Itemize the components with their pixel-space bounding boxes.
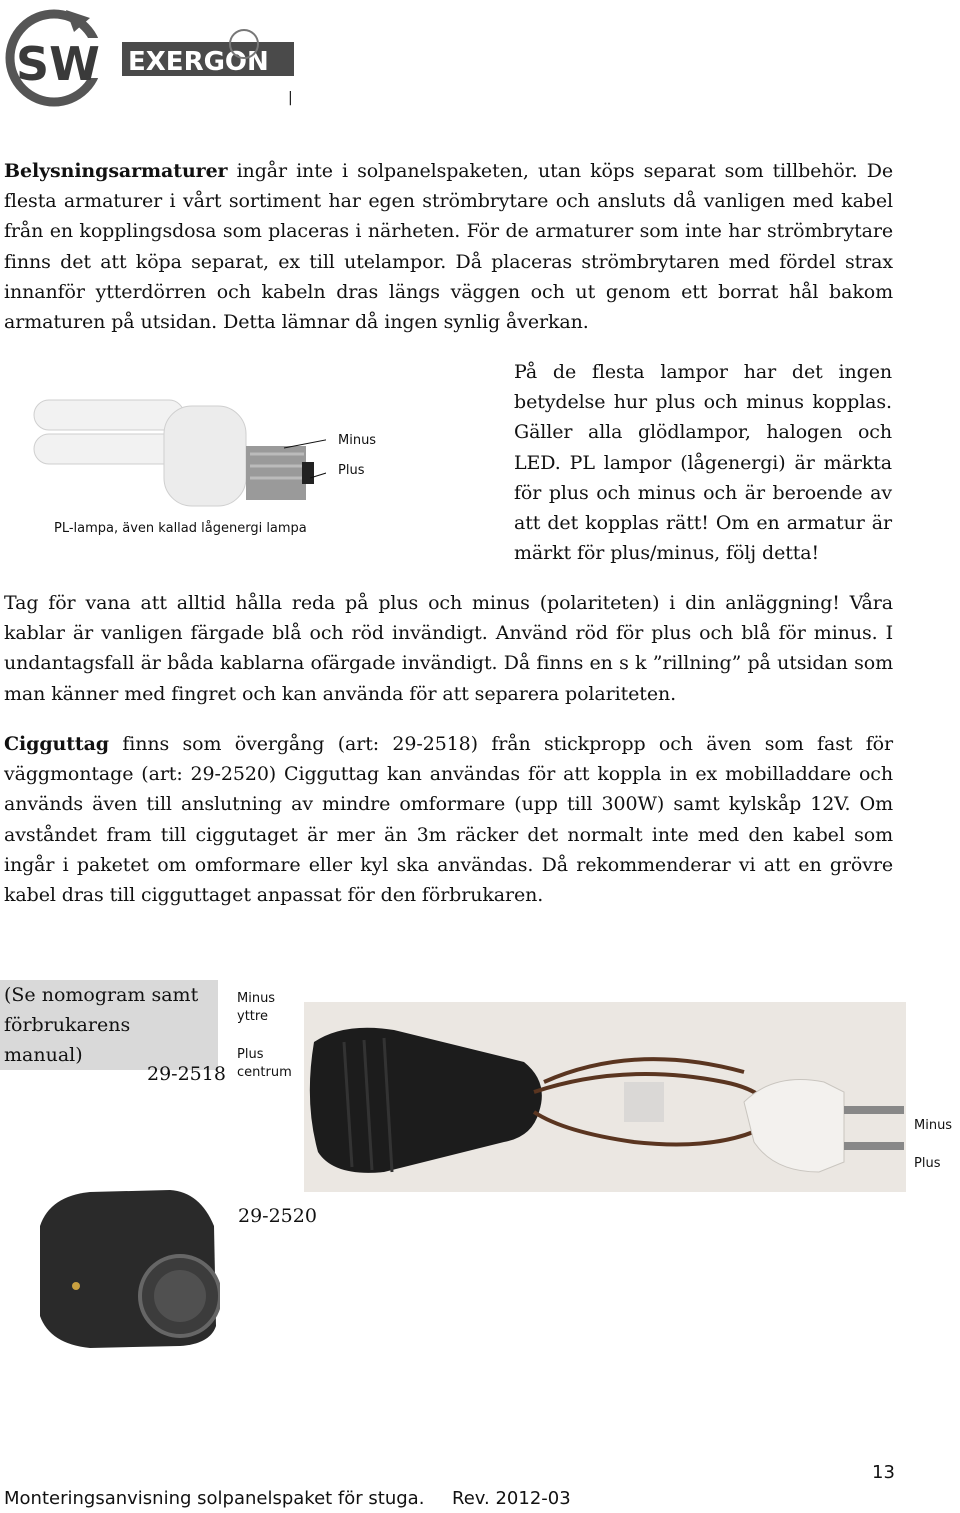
paragraph-polarity-lamps: På de flesta lampor har det ingen betydelse hur plus och minus kopplas. Gäller alla glödlampor, halogen och LED. PL lampor (lågenergi) är märkta för plus och minus och är beroende av att det kopplas rätt! Om en armatur är märkt för plus/minus, följ detta! xyxy=(514,361,892,565)
logo-sw-text: SW xyxy=(16,37,100,91)
lamp-minus-label: Minus xyxy=(338,433,377,448)
paragraph-cigguttag xyxy=(4,729,893,910)
footer-title: Monteringsanvisning solpanelspaket för stuga. xyxy=(4,1488,425,1509)
note-line-2: förbrukarens manual) xyxy=(4,1014,131,1066)
socket-art-number: 29-2520 xyxy=(238,1205,317,1227)
adapter-center-text: centrum xyxy=(237,1065,292,1080)
wall-socket-image xyxy=(30,1186,220,1350)
company-logo xyxy=(4,4,294,108)
adapter-minus-outer-label xyxy=(237,990,275,1026)
paragraph-cigguttag-text: finns som övergång (art: 29-2518) från stickpropp och även som fast för väggmontage (art: 29-2520) Cigguttag kan användas för att koppla in ex mobilladdare och används även till anslutning av mindre omformare (upp till 300W) samt kylskåp 12V. Om avståndet fram till ciggutaget är mer än 3m räcker det normalt inte med den kabel som ingår i paketet om omformare eller kyl ska användas. Då rekommenderar vi att en grövre kabel dras till cigguttaget anpassat för den förbrukaren. xyxy=(4,733,893,907)
cigarette-adapter-image xyxy=(304,1002,906,1192)
adapter-outer-text: yttre xyxy=(237,1009,268,1024)
plug-minus-label: Minus xyxy=(914,1118,953,1133)
note-line-1: (Se nomogram samt xyxy=(4,984,199,1006)
adapter-plus-text: Plus xyxy=(237,1047,264,1062)
adapter-art-number: 29-2518 xyxy=(147,1063,226,1085)
paragraph-lighting-text: ingår inte i solpanelspaketen, utan köps separat som tillbehör. De flesta armaturer i vårt sortiment har egen strömbrytare och ansluts då vanligen med kabel från en kopplingsdosa som placeras i närheten. För de armaturer som inte har strömbrytare finns det att köpa separat, ex till utelampor. Då placeras strömbrytaren med fördel strax innanför ytterdörren och kabeln dras längs väggen och ut genom ett borrat hål bakom armaturen på utsidan. Detta lämnar då ingen synlig åverkan. xyxy=(4,160,893,334)
adapter-minus-text: Minus xyxy=(237,991,276,1006)
logo-exergon-text: EXERGON xyxy=(128,47,269,77)
adapter-plus-center-label xyxy=(237,1046,292,1082)
pl-lamp-image xyxy=(14,386,326,538)
term-cigguttag: Cigguttag xyxy=(4,733,109,755)
note-box xyxy=(0,980,218,1070)
paragraph-polarity-cables: Tag för vana att alltid hålla reda på plus och minus (polariteten) i din anläggning! Våra kablar är vanligen färgade blå och röd invändigt. Använd röd för plus och blå för minus. I undantagsfall är båda kablarna ofärgade invändigt. Då finns en s k ”rillning” på utsidan som man känner med fingret och kan använda för att separera polariteten. xyxy=(4,592,893,705)
plug-plus-label: Plus xyxy=(914,1156,941,1171)
term-belysningsarmaturer: Belysningsarmaturer xyxy=(4,160,228,182)
lamp-caption: PL-lampa, även kallad lågenergi lampa xyxy=(54,521,307,536)
paragraph-lighting xyxy=(4,156,893,337)
page-number: 13 xyxy=(872,1462,895,1483)
header-mark: | xyxy=(288,90,293,106)
lamp-plus-label: Plus xyxy=(338,463,365,478)
footer-revision: Rev. 2012-03 xyxy=(452,1488,571,1509)
